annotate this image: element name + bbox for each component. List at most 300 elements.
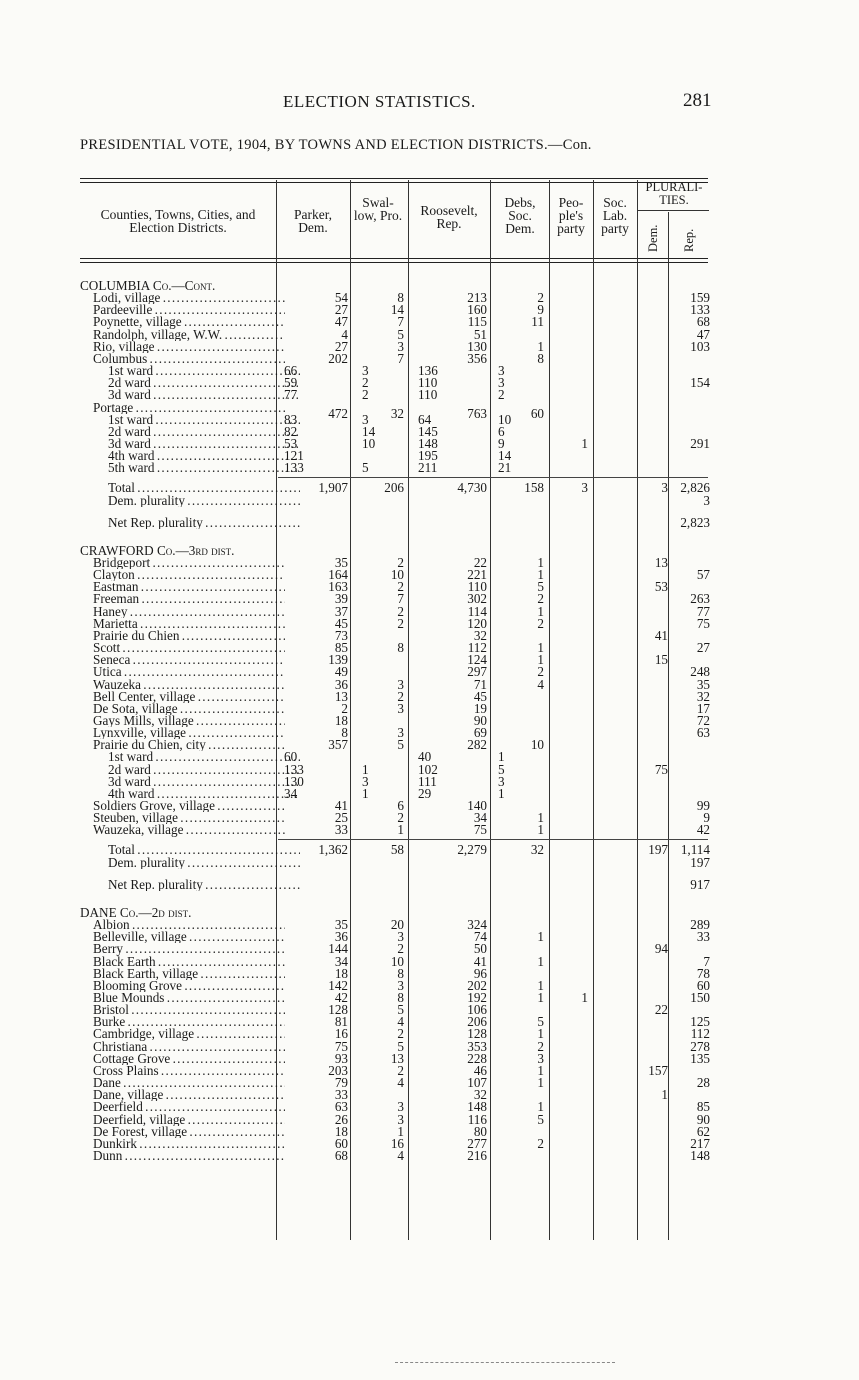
cell-roosevelt: 324	[467, 917, 487, 933]
table-row	[0, 800, 859, 812]
cell-roosevelt: 69	[473, 725, 487, 741]
cell-parker: 13	[334, 688, 348, 704]
cell-swallow: 1	[362, 785, 369, 801]
cell-roosevelt: 356	[467, 350, 487, 366]
cell-debs: 14	[498, 448, 512, 464]
cell-rep: 78	[696, 965, 710, 981]
row-label: Pardeeville . . .	[93, 304, 285, 316]
cell-parker: 472	[328, 405, 348, 421]
cell-debs: 2	[537, 1038, 544, 1054]
cell-debs: 1	[537, 603, 544, 619]
cell-swallow: 3	[397, 338, 404, 354]
table-title: PRESIDENTIAL VOTE, 1904, BY TOWNS AND ELECTION DISTRICTS.—Con.	[80, 137, 592, 153]
cell-parker: 93	[334, 1050, 348, 1066]
table-row	[0, 931, 859, 943]
cell-parker: 133	[284, 460, 304, 476]
top-rule	[80, 178, 708, 179]
cell-parker: 130	[284, 773, 304, 789]
cell-rep: 133	[690, 302, 710, 318]
row-label: Prairie du Chien . . .	[93, 630, 285, 642]
table-row	[0, 977, 859, 993]
cell-debs: 9	[537, 302, 544, 318]
cell-dem: 13	[654, 554, 668, 570]
row-label: Dane . . .	[93, 1077, 285, 1089]
table-row	[0, 654, 859, 666]
cell-roosevelt: 297	[467, 664, 487, 680]
cell-swallow: 2	[397, 615, 404, 631]
cell-debs: 2	[537, 1135, 544, 1151]
row-label: 2d ward . . .	[108, 764, 300, 776]
table-row	[0, 462, 859, 474]
cell-roosevelt: 90	[473, 713, 487, 728]
footer-rule	[395, 1362, 615, 1366]
row-label: Gays Mills, village . . .	[93, 715, 285, 727]
cell-debs: 5	[537, 579, 544, 595]
cell-parker: 63	[334, 1099, 348, 1115]
cell-roosevelt: 216	[467, 1148, 487, 1163]
cell-swallow: 16	[390, 1135, 404, 1151]
cell-parker: 53	[284, 436, 298, 452]
cell-debs: 3	[498, 773, 505, 789]
cell-debs: 2	[498, 387, 505, 403]
cell-roosevelt: 110	[467, 579, 487, 595]
row-label: Dunn . . .	[93, 1150, 285, 1162]
crawford-heading: CRAWFORD Co.—3rd dist.	[80, 544, 235, 557]
cell-swallow: 8	[397, 965, 404, 981]
table-row	[0, 676, 859, 692]
row-label: Utica . . .	[93, 666, 285, 678]
net-rep-row	[0, 514, 859, 530]
pluralities-rule	[637, 210, 709, 211]
row-label: Freeman . . .	[93, 593, 285, 605]
cell-roosevelt: 192	[467, 989, 487, 1005]
cell-roosevelt: 136	[418, 363, 438, 379]
table-row	[0, 316, 859, 328]
cell-parker: 34	[284, 785, 298, 801]
cell-debs: 3	[537, 1050, 544, 1066]
row-label: Clayton . . .	[93, 569, 285, 581]
cell-rep: 135	[690, 1050, 710, 1066]
cell-rep: 103	[690, 338, 710, 354]
header-roosevelt: Roosevelt, Rep.	[420, 203, 478, 231]
cell-swallow: 4	[397, 1148, 404, 1163]
section-heading	[0, 907, 859, 919]
cell-swallow: 14	[390, 302, 404, 318]
table-row	[0, 338, 859, 354]
table-row	[0, 965, 859, 981]
cell-debs: 4	[537, 676, 544, 692]
row-label: Black Earth, village . . .	[93, 968, 285, 980]
cell-swallow: 4	[397, 1014, 404, 1030]
table-row	[0, 389, 859, 401]
cell-debs: 1	[537, 1062, 544, 1078]
cell-roosevelt: 110	[418, 375, 438, 391]
net-rep-value: 917	[690, 876, 710, 892]
cell-dem: 15	[654, 652, 668, 668]
cell-roosevelt: 148	[418, 436, 438, 452]
cell-swallow: 3	[397, 676, 404, 692]
cell-swallow: 1	[397, 822, 404, 838]
cell-parker: 33	[334, 1087, 348, 1103]
cell-debs: 11	[531, 314, 544, 330]
cell-parker: 47	[334, 314, 348, 330]
table-row	[0, 715, 859, 727]
cell-roosevelt: 22	[473, 554, 487, 570]
cell-roosevelt: 45	[473, 688, 487, 704]
row-label: Soldiers Grove, village . . .	[93, 800, 285, 812]
cell-debs: 9	[498, 436, 505, 452]
cell-roosevelt: 75	[473, 822, 487, 838]
cell-dem: 22	[654, 1002, 668, 1018]
header-plurality-dem: Dem.	[646, 224, 660, 252]
cell-roosevelt: 221	[467, 567, 487, 583]
cell-roosevelt: 29	[418, 785, 432, 801]
cell-debs: 5	[537, 1014, 544, 1030]
cell-rep: 75	[696, 615, 710, 631]
row-label: Bridgeport . . .	[93, 557, 285, 569]
page-header	[0, 92, 859, 114]
total-row	[0, 481, 859, 495]
cell-swallow: 8	[397, 989, 404, 1005]
cell-parker: 18	[334, 1123, 348, 1139]
cell-debs: 1	[537, 989, 544, 1005]
header-bottom-rule	[80, 258, 708, 259]
cell-roosevelt: 114	[467, 603, 487, 619]
total-plurality-dem: 3	[661, 479, 668, 495]
cell-parker: 2	[341, 700, 348, 716]
cell-parker: 41	[334, 798, 348, 814]
cell-parker: 357	[328, 737, 348, 753]
cell-rep: 63	[696, 725, 710, 741]
table-row	[0, 1101, 859, 1113]
table-row	[0, 727, 859, 739]
total-debs: 32	[530, 841, 544, 857]
cell-rep: 28	[696, 1075, 710, 1091]
cell-roosevelt: 277	[467, 1135, 487, 1151]
total-roosevelt: 2,279	[457, 841, 487, 857]
table-row	[0, 989, 859, 1005]
header-pluralities: PLURALI- TIES.	[645, 180, 703, 207]
cell-rep: 68	[696, 314, 710, 330]
row-label: Berry . . .	[93, 943, 285, 955]
cell-parker: 60	[284, 749, 298, 765]
cell-debs: 1	[537, 338, 544, 354]
cell-debs: 1	[498, 749, 505, 765]
cell-roosevelt: 206	[467, 1014, 487, 1030]
cell-roosevelt: 115	[467, 314, 487, 330]
cell-swallow: 5	[397, 737, 404, 753]
row-label: 2d ward . . .	[108, 377, 300, 389]
row-label: Steuben, village . . .	[93, 812, 285, 824]
cell-parker: 66	[284, 363, 298, 379]
cell-parker: 54	[334, 290, 348, 306]
cell-debs: 2	[537, 290, 544, 306]
cell-roosevelt: 110	[418, 387, 438, 403]
cell-rep: 217	[690, 1135, 710, 1151]
cell-roosevelt: 148	[467, 1099, 487, 1115]
cell-debs: 2	[537, 591, 544, 607]
cell-swallow: 7	[397, 314, 404, 330]
row-label: Dunkirk . . .	[93, 1138, 285, 1150]
table-row	[0, 292, 859, 304]
row-label: Belleville, village . . .	[93, 931, 285, 943]
cell-debs: 5	[537, 1111, 544, 1127]
cell-swallow: 6	[397, 798, 404, 814]
cell-roosevelt: 40	[418, 749, 432, 765]
cell-dem: 157	[648, 1062, 668, 1078]
row-label: Cambridge, village . . .	[93, 1028, 285, 1040]
row-label: Rio, village . . .	[93, 341, 285, 353]
cell-dem: 53	[654, 579, 668, 595]
cell-parker: 142	[328, 977, 348, 993]
cell-debs: 1	[537, 810, 544, 826]
cell-debs: 10	[498, 411, 512, 427]
row-label: Wauzeka . . .	[93, 679, 285, 691]
cell-debs: 2	[537, 664, 544, 680]
cell-swallow: 10	[362, 436, 376, 452]
net-rep-label: Net Rep. plurality . . .	[108, 879, 300, 891]
table-row	[0, 1150, 859, 1162]
row-label: Black Earth . . .	[93, 956, 285, 968]
total-peoples: 3	[581, 479, 588, 495]
cell-parker: 164	[328, 567, 348, 583]
table-row	[0, 603, 859, 619]
row-label: 1st ward . . .	[108, 365, 300, 377]
cell-rep: 60	[696, 977, 710, 993]
cell-debs: 6	[498, 423, 505, 439]
total-swallow: 58	[390, 841, 404, 857]
cell-parker: 27	[334, 338, 348, 354]
table-row	[0, 1077, 859, 1089]
cell-debs: 3	[498, 375, 505, 391]
cell-rep: 9	[703, 810, 710, 826]
cell-roosevelt: 282	[467, 737, 487, 753]
cell-swallow: 3	[397, 977, 404, 993]
cell-debs: 1	[537, 1026, 544, 1042]
cell-rep: 99	[696, 798, 710, 814]
cell-parker: 60	[334, 1135, 348, 1151]
cell-parker: 202	[328, 350, 348, 366]
table-row	[0, 326, 859, 342]
row-label: Columbus . . .	[93, 353, 285, 365]
cell-dem: 94	[654, 941, 668, 957]
cell-roosevelt: 50	[473, 941, 487, 957]
cell-parker: 85	[334, 640, 348, 656]
total-label: Total . . .	[108, 843, 300, 857]
total-plurality-rep: 1,114	[680, 841, 710, 857]
row-label: Scott . . .	[93, 642, 285, 654]
cell-rep: 112	[690, 1026, 710, 1042]
table-row	[0, 642, 859, 654]
cell-roosevelt: 140	[467, 798, 487, 814]
cell-parker: 16	[334, 1026, 348, 1042]
cell-debs: 2	[537, 615, 544, 631]
cell-rep: 42	[696, 822, 710, 838]
cell-roosevelt: 71	[473, 676, 487, 692]
cell-roosevelt: 763	[467, 405, 487, 421]
cell-parker: 35	[334, 554, 348, 570]
cell-swallow: 8	[397, 290, 404, 306]
cell-roosevelt: 32	[473, 627, 487, 643]
total-row	[0, 843, 859, 857]
cell-parker: 37	[334, 603, 348, 619]
row-label: Cottage Grove . . .	[93, 1053, 285, 1065]
section-heading	[0, 280, 859, 292]
cell-swallow: 2	[362, 375, 369, 391]
table-row	[0, 666, 859, 678]
cell-swallow: 3	[362, 411, 369, 427]
cell-rep: 154	[690, 375, 710, 391]
cell-rep: 148	[690, 1148, 710, 1163]
row-label: Lodi, village . . .	[93, 292, 285, 304]
cell-parker: 203	[328, 1062, 348, 1078]
row-label: Cross Plains . . .	[93, 1065, 285, 1077]
cell-rep: 32	[696, 688, 710, 704]
cell-debs: 1	[537, 652, 544, 668]
cell-rep: 278	[690, 1038, 710, 1054]
cell-debs: 3	[498, 363, 505, 379]
cell-debs: 1	[537, 554, 544, 570]
row-label: Seneca . . .	[93, 654, 285, 666]
row-label: Prairie du Chien, city . . .	[93, 739, 285, 751]
header-district: Counties, Towns, Cities, and Election Districts.	[100, 207, 256, 235]
cell-parker: 144	[328, 941, 348, 957]
row-label: Randolph, village, W.W. . . .	[93, 329, 285, 341]
dem-plurality-row	[0, 492, 859, 508]
cell-roosevelt: 128	[467, 1026, 487, 1042]
cell-swallow: 3	[397, 1099, 404, 1115]
table-row	[0, 1004, 859, 1016]
cell-rep: 77	[696, 603, 710, 619]
cell-roosevelt: 195	[418, 448, 438, 464]
cell-swallow: 5	[397, 1002, 404, 1018]
cell-swallow: 2	[397, 941, 404, 957]
cell-parker: 79	[334, 1075, 348, 1091]
cell-debs: 1	[537, 929, 544, 945]
cell-roosevelt: 160	[467, 302, 487, 318]
cell-parker: 42	[334, 989, 348, 1005]
table-row	[0, 1089, 859, 1101]
cell-rep: 27	[696, 640, 710, 656]
dane-heading: DANE Co.—2d dist.	[80, 906, 192, 920]
row-label: 5th ward . . .	[108, 462, 300, 474]
cell-parker: 68	[334, 1148, 348, 1163]
cell-dem: 1	[661, 1087, 668, 1103]
cell-parker: 59	[284, 375, 298, 391]
cell-swallow: 3	[362, 773, 369, 789]
cell-rep: 57	[696, 567, 710, 583]
row-label: Burke . . .	[93, 1016, 285, 1028]
table-row	[0, 943, 859, 955]
cell-rep: 47	[696, 326, 710, 342]
top-rule-2	[80, 182, 708, 183]
cell-roosevelt: 145	[418, 423, 438, 439]
net-rep-label: Net Rep. plurality . . .	[108, 517, 300, 529]
cell-rep: 263	[690, 591, 710, 607]
cell-parker: 163	[328, 579, 348, 595]
table-row	[0, 627, 859, 643]
columbia-heading: COLUMBIA Co.—Cont.	[80, 280, 216, 293]
cell-rep: 125	[690, 1014, 710, 1030]
cell-parker: 83	[284, 411, 298, 427]
row-label: 1st ward . . .	[108, 751, 300, 763]
cell-debs: 1	[537, 822, 544, 838]
row-label: Christiana . . .	[93, 1041, 285, 1053]
cell-swallow: 1	[362, 761, 369, 777]
cell-swallow: 5	[397, 1038, 404, 1054]
cell-swallow: 3	[397, 725, 404, 741]
cell-rep: 291	[690, 436, 710, 452]
table-row	[0, 554, 859, 570]
cell-swallow: 8	[397, 640, 404, 656]
table-row	[0, 304, 859, 316]
cell-roosevelt: 74	[473, 929, 487, 945]
cell-dem: 75	[654, 761, 668, 777]
cell-parker: 39	[334, 591, 348, 607]
cell-swallow: 7	[397, 350, 404, 366]
cell-roosevelt: 64	[418, 411, 432, 427]
cell-roosevelt: 353	[467, 1038, 487, 1054]
total-plurality-rep: 2,826	[680, 479, 710, 495]
cell-roosevelt: 213	[467, 290, 487, 306]
total-swallow: 206	[384, 479, 404, 495]
row-label: Marietta . . .	[93, 618, 285, 630]
row-label: 3d ward . . .	[108, 438, 300, 450]
cell-roosevelt: 34	[473, 810, 487, 826]
cell-parker: 18	[334, 713, 348, 728]
cell-swallow: 2	[397, 603, 404, 619]
row-label: 4th ward . . .	[108, 788, 300, 800]
row-label: Bristol . . .	[93, 1004, 285, 1016]
dem-plurality-label: Dem. plurality . . .	[108, 857, 300, 869]
cell-rep: 72	[696, 713, 710, 728]
total-parker: 1,362	[318, 841, 348, 857]
cell-swallow: 2	[397, 810, 404, 826]
total-roosevelt: 4,730	[457, 479, 487, 495]
cell-debs: 1	[537, 640, 544, 656]
cell-swallow: 32	[390, 405, 404, 421]
total-label: Total . . .	[108, 481, 300, 495]
row-label: 3d ward . . .	[108, 389, 300, 401]
cell-swallow: 3	[397, 700, 404, 716]
cell-debs: 10	[530, 737, 544, 753]
table-row	[0, 1028, 859, 1040]
row-label: Haney . . .	[93, 606, 285, 618]
row-label: Eastman . . .	[93, 581, 285, 593]
cell-swallow: 3	[397, 929, 404, 945]
table-row	[0, 785, 859, 801]
cell-debs: 1	[537, 567, 544, 583]
row-label: Wauzeka, village . . .	[93, 824, 285, 836]
row-label: Albion . . .	[93, 919, 285, 931]
cell-parker: 36	[334, 929, 348, 945]
cell-debs: 1	[537, 977, 544, 993]
row-label: Dane, village . . .	[93, 1089, 285, 1101]
header-plurality-rep: Rep.	[682, 228, 696, 252]
cell-roosevelt: 102	[418, 761, 438, 777]
net-rep-row	[0, 876, 859, 892]
cell-swallow: 2	[397, 1062, 404, 1078]
cell-parker: 121	[284, 448, 304, 464]
dem-plurality-rep: 197	[690, 854, 710, 870]
row-label: De Sota, village . . .	[93, 703, 285, 715]
cell-swallow: 2	[362, 387, 369, 403]
page-number: 281	[683, 90, 712, 111]
row-label: De Forest, village . . .	[93, 1126, 285, 1138]
header-peoples: Peo- ple's party	[557, 195, 585, 236]
cell-swallow: 5	[397, 326, 404, 342]
cell-parker: 81	[334, 1014, 348, 1030]
